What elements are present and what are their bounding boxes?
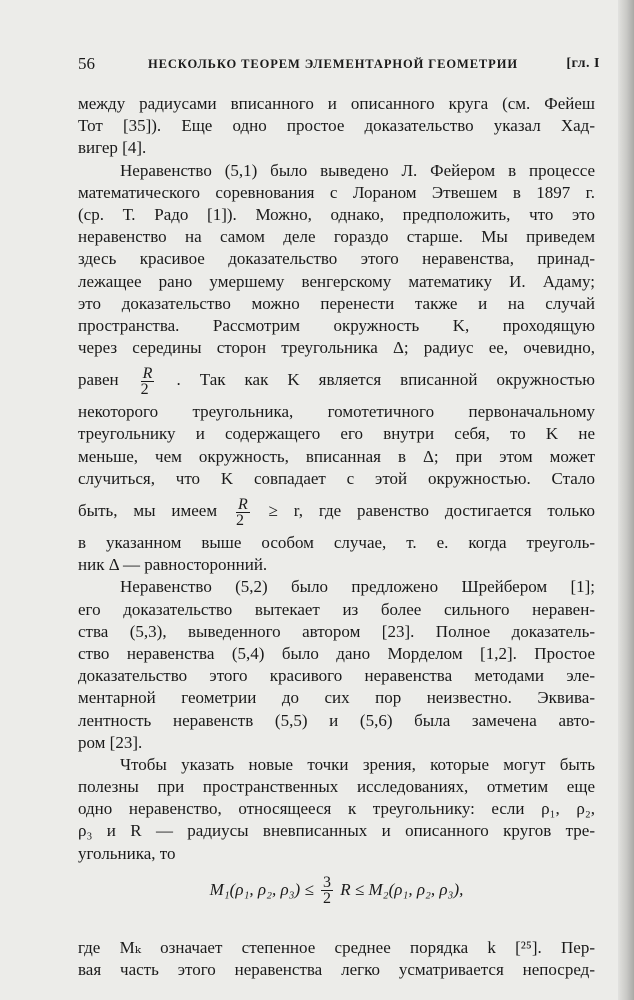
text-line: Чтобы указать новые точки зрения, которые могут быть [120, 754, 595, 774]
fraction-denominator: 2 [235, 511, 244, 529]
text-line: вая часть этого неравенства легко усматривается непосред- [78, 960, 595, 979]
text-line: математического соревнования с Лораном Этвешем в 1897 г. [78, 182, 595, 202]
fraction-numerator: 3 [323, 874, 332, 892]
fraction-denominator: 2 [140, 380, 149, 398]
text-line: его доказательство вытекает из более сильного неравен- [78, 599, 595, 619]
text-line: лентность неравенств (5,5) и (5,6) была замечена авто- [78, 710, 595, 730]
text-line: ментарной геометрии до сих пор неизвестно. Эквива- [78, 688, 595, 708]
text-line: через середины сторон треугольника Δ; радиус ее, очевидно, [78, 338, 595, 358]
formula-right: R ≤ M₂(ρ₁, ρ₂, ρ₃), [340, 879, 464, 899]
spacer [78, 915, 595, 937]
running-title: НЕСКОЛЬКО ТЕОРЕМ ЭЛЕМЕНТАРНОЙ ГЕОМЕТРИИ [148, 57, 518, 71]
fraction-line-after: . Так как K является вписанной окружностью [176, 370, 596, 390]
text-line: ρ₃ и R — радиусы вневписанных и описанного кругов тре- [78, 821, 595, 841]
chapter-marker: [гл. I [566, 56, 600, 71]
text-line: случиться, что K совпадает с этой окружностью. Стало [78, 468, 595, 488]
page-number: 56 [78, 54, 95, 73]
fraction-numerator: R [237, 495, 248, 513]
text-line: меньше, чем окружность, вписанная в Δ; при этом может [78, 446, 595, 466]
text-line: Неравенство (5,2) было предложено Шрейбером [1]; [120, 577, 595, 597]
text-line: здесь красивое доказательство этого неравенства, принад- [78, 249, 595, 269]
fraction-r-over-2 [236, 497, 250, 528]
fraction-3-over-2 [321, 875, 333, 906]
fraction-line-after: ≥ r, где равенство достигается только [268, 501, 596, 520]
fraction-line [78, 490, 595, 532]
text-line: ром [23]. [78, 732, 143, 752]
fraction-line-before: равен [78, 370, 119, 390]
text-line: в указанном выше особом случае, т. е. когда треуголь- [78, 533, 595, 552]
text-line: (ср. Т. Радо [1]). Можно, однако, предположить, что это [78, 204, 595, 224]
display-formula [78, 865, 595, 915]
text-line: неравенство на самом деле гораздо старше. Мы приведем [78, 227, 595, 247]
text-line: где Mₖ означает степенное среднее порядка k [²⁵]. Пер- [78, 937, 595, 957]
fraction-r-over-2 [141, 366, 155, 397]
fraction-line-before: быть, мы имеем [78, 501, 218, 520]
text-line: между радиусами вписанного и описанного круга (см. Фейеш [78, 94, 595, 113]
text-line: угольника, то [78, 843, 176, 863]
text-line: некоторого треугольника, гомотетичного первоначальному [78, 402, 595, 422]
text-line: доказательство этого красивого неравенства методами эле- [78, 666, 595, 686]
text-line: ник Δ — равносторонний. [78, 555, 268, 575]
text-line: ства (5,3), выведенного автором [23]. Полное доказатель- [78, 621, 595, 641]
page-body [78, 93, 595, 981]
text-line: Тот [35]). Еще одно простое доказательство указал Хад- [78, 116, 595, 136]
text-line: лежащее рано умершему венгерскому математику И. Адаму; [78, 271, 595, 291]
text-line: пространства. Рассмотрим окружность K, проходящую [78, 315, 595, 335]
fraction-line [78, 359, 595, 401]
formula-left: M₁(ρ₁, ρ₂, ρ₃) ≤ [209, 879, 314, 899]
page-header [78, 54, 600, 78]
text-line: треугольнику и содержащего его внутри себя, то K не [78, 424, 595, 444]
text-line: полезны при пространственных исследованиях, отметим еще [78, 777, 595, 797]
text-line: это доказательство можно перенести также и на случай [78, 293, 595, 313]
text-line: вигер [4]. [78, 138, 147, 158]
text-line: одно неравенство, относящееся к треугольнику: если ρ₁, ρ₂, [78, 799, 595, 819]
text-line: ство неравенства (5,4) было дано Морделом [1,2]. Простое [78, 643, 595, 663]
text-line: Неравенство (5,1) было выведено Л. Фейером в процессе [120, 160, 595, 180]
fraction-denominator: 2 [323, 890, 332, 908]
fraction-numerator: R [142, 364, 153, 382]
